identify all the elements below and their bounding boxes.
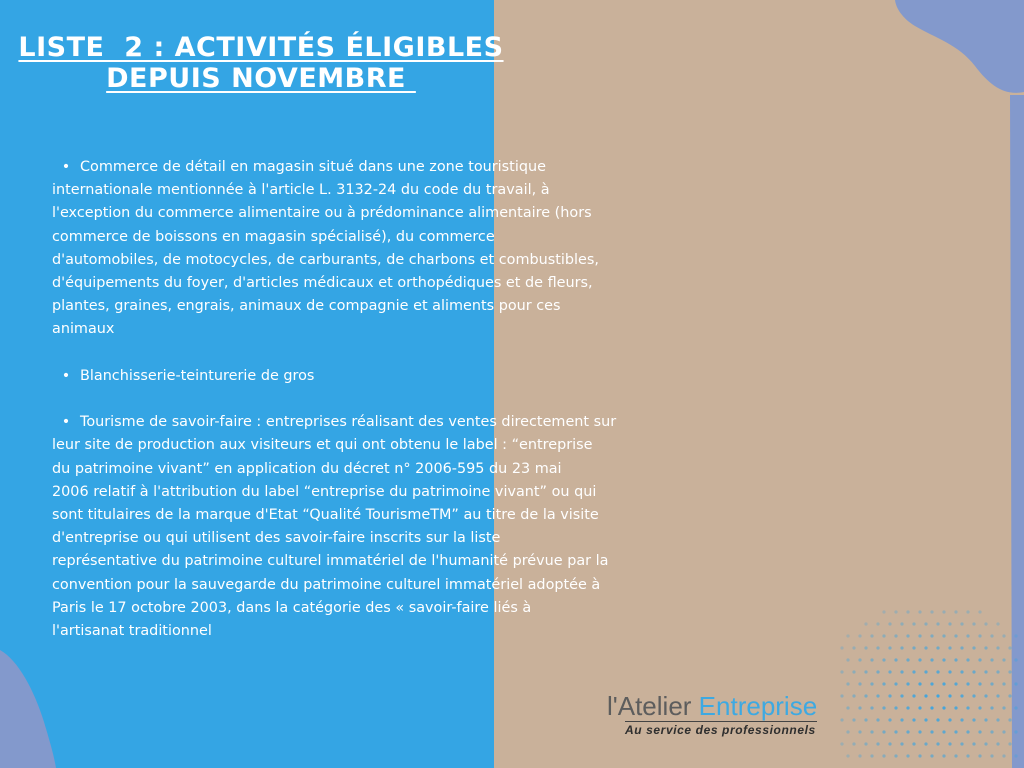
decorative-dot [846, 706, 849, 709]
decorative-dot [918, 610, 921, 613]
item-line: plantes, graines, engrais, animaux de compagnie et aliments pour ces [52, 298, 561, 315]
decorative-dot [870, 730, 873, 733]
decorative-dot [852, 646, 855, 649]
decorative-dot [978, 682, 981, 685]
decorative-dot [882, 730, 885, 733]
decorative-dot [882, 610, 885, 613]
decorative-dot [906, 754, 909, 757]
top-right-blob [895, 0, 1024, 93]
decorative-dot [894, 634, 897, 637]
decorative-dot [882, 754, 885, 757]
decorative-dot [966, 610, 969, 613]
decorative-dot [978, 754, 981, 757]
decorative-dot [966, 706, 969, 709]
decorative-dot [924, 742, 927, 745]
decorative-dot [906, 634, 909, 637]
decorative-dot [906, 658, 909, 661]
logo-name: l'Atelier Entreprise [607, 691, 818, 721]
decorative-dot [954, 706, 957, 709]
decorative-dot [918, 658, 921, 661]
decorative-dot [954, 682, 957, 685]
title-line-2: DEPUIS NOVEMBRE [106, 62, 416, 94]
dot-pattern [840, 610, 1017, 757]
decorative-dot [840, 646, 843, 649]
decorative-dot [900, 670, 903, 673]
decorative-dot [888, 646, 891, 649]
page-title [14, 33, 508, 95]
decorative-dot [996, 742, 999, 745]
decorative-dot [936, 742, 939, 745]
decorative-dot [894, 730, 897, 733]
decorative-dot [870, 754, 873, 757]
decorative-dot [852, 694, 855, 697]
decorative-dot [912, 718, 915, 721]
decorative-dot [870, 682, 873, 685]
decorative-dot [984, 646, 987, 649]
decorative-dot [1002, 754, 1005, 757]
decorative-dot [978, 706, 981, 709]
right-edge-blob [1010, 95, 1024, 768]
decorative-dot [942, 754, 945, 757]
decorative-dot [948, 670, 951, 673]
decorative-dot [948, 694, 951, 697]
decorative-dot [984, 670, 987, 673]
decorative-dot [852, 670, 855, 673]
decorative-dot [936, 670, 939, 673]
decorative-dot [876, 742, 879, 745]
decorative-dot [924, 670, 927, 673]
decorative-dot [846, 730, 849, 733]
item-line: d'automobiles, de motocycles, de carburants, de charbons et combustibles, [52, 251, 599, 268]
list-item [52, 411, 702, 643]
decorative-dot [936, 646, 939, 649]
item-line: commerce de boissons en magasin spécialisé), du commerce [52, 228, 495, 245]
decorative-dot [966, 730, 969, 733]
decorative-dot [864, 742, 867, 745]
decorative-dot [978, 634, 981, 637]
decorative-dot [876, 694, 879, 697]
item-line: • Tourisme de savoir-faire : entreprises réalisant des ventes directement sur [52, 411, 702, 434]
decorative-dot [870, 706, 873, 709]
decorative-dot [960, 742, 963, 745]
decorative-dot [954, 634, 957, 637]
decorative-dot [1002, 634, 1005, 637]
decorative-dot [1008, 694, 1011, 697]
decorative-dot [876, 622, 879, 625]
decorative-dot [900, 694, 903, 697]
logo-tagline: Au service des professionnels [625, 723, 816, 737]
decorative-dot [948, 622, 951, 625]
bullet-icon: • [61, 367, 71, 384]
decorative-dot [846, 634, 849, 637]
decorative-dot [948, 718, 951, 721]
decorative-dot [984, 742, 987, 745]
decorative-dot [1008, 742, 1011, 745]
decorative-dot [906, 610, 909, 613]
decorative-dot [990, 730, 993, 733]
decorative-dot [864, 670, 867, 673]
decorative-dot [942, 682, 945, 685]
decorative-dot [942, 658, 945, 661]
decorative-dot [1014, 706, 1017, 709]
item-line: animaux [52, 321, 115, 338]
item-line: convention pour la sauvegarde du patrimoine culturel immatériel adoptée à [52, 576, 601, 593]
decorative-dot [972, 646, 975, 649]
decorative-dot [852, 742, 855, 745]
item-line: l'artisanat traditionnel [52, 623, 212, 640]
decorative-dot [858, 634, 861, 637]
decorative-dot [930, 730, 933, 733]
decorative-dot [990, 706, 993, 709]
decorative-dot [858, 706, 861, 709]
decorative-dot [900, 646, 903, 649]
decorative-dot [888, 670, 891, 673]
decorative-dot [1014, 754, 1017, 757]
decorative-dot [996, 646, 999, 649]
decorative-dot [840, 742, 843, 745]
decorative-dot [1014, 730, 1017, 733]
decorative-dot [900, 742, 903, 745]
decorative-dot [900, 718, 903, 721]
decorative-dot [858, 682, 861, 685]
decorative-dot [978, 658, 981, 661]
decorative-dot [912, 646, 915, 649]
decorative-dot [972, 742, 975, 745]
decorative-dot [996, 622, 999, 625]
decorative-dot [846, 754, 849, 757]
item-line: 2006 relatif à l'attribution du label “entreprise du patrimoine vivant” ou qui [52, 483, 597, 500]
decorative-dot [990, 658, 993, 661]
item-line: • Blanchisserie-teinturerie de gros [52, 365, 702, 388]
decorative-dot [894, 610, 897, 613]
decorative-dot [852, 718, 855, 721]
decorative-dot [966, 658, 969, 661]
decorative-dot [930, 634, 933, 637]
decorative-dot [966, 634, 969, 637]
decorative-dot [1008, 670, 1011, 673]
decorative-dot [870, 634, 873, 637]
item-line: internationale mentionnée à l'article L. 3132-24 du code du travail, à [52, 182, 550, 199]
decorative-dot [960, 694, 963, 697]
decorative-dot [966, 754, 969, 757]
decorative-dot [930, 754, 933, 757]
bullet-icon: • [61, 159, 71, 175]
decorative-dot [912, 622, 915, 625]
decorative-dot [846, 682, 849, 685]
decorative-dot [942, 610, 945, 613]
decorative-dot [1002, 730, 1005, 733]
decorative-dot [954, 610, 957, 613]
decorative-dot [1014, 634, 1017, 637]
decorative-dot [900, 622, 903, 625]
item-line: représentative du patrimoine culturel immatériel de l'humanité prévue par la [52, 553, 609, 570]
decorative-dot [996, 670, 999, 673]
item-line: Paris le 17 octobre 2003, dans la catégorie des « savoir-faire liés à [52, 599, 532, 616]
decorative-dot [894, 754, 897, 757]
decorative-dot [864, 694, 867, 697]
decorative-dot [888, 742, 891, 745]
decorative-dot [846, 658, 849, 661]
decorative-dot [930, 658, 933, 661]
decorative-dot [930, 682, 933, 685]
decorative-dot [1008, 646, 1011, 649]
decorative-dot [942, 730, 945, 733]
decorative-dot [906, 730, 909, 733]
activity-list [52, 156, 702, 666]
decorative-dot [918, 730, 921, 733]
decorative-dot [876, 646, 879, 649]
brand-logo [607, 691, 817, 737]
item-line: du patrimoine vivant” en application du décret n° 2006-595 du 23 mai [52, 460, 562, 477]
item-line: d'entreprise ou qui utilisent des savoir-faire inscrits sur la liste [52, 530, 501, 547]
decorative-dot [840, 694, 843, 697]
decorative-dot [1014, 658, 1017, 661]
decorative-dot [954, 754, 957, 757]
decorative-dot [984, 622, 987, 625]
decorative-dot [918, 706, 921, 709]
decorative-dot [918, 754, 921, 757]
decorative-dot [882, 706, 885, 709]
decorative-dot [882, 682, 885, 685]
decorative-dot [996, 718, 999, 721]
decorative-dot [924, 622, 927, 625]
decorative-dot [864, 646, 867, 649]
decorative-dot [912, 694, 915, 697]
item-line: d'équipements du foyer, d'articles médicaux et orthopédiques et de fleurs, [52, 275, 593, 292]
decorative-dot [936, 622, 939, 625]
decorative-dot [960, 646, 963, 649]
decorative-dot [984, 694, 987, 697]
decorative-dot [876, 670, 879, 673]
decorative-dot [948, 742, 951, 745]
decorative-dot [912, 742, 915, 745]
decorative-dot [1002, 706, 1005, 709]
bullet-icon: • [61, 414, 71, 431]
title-line-1: LISTE 2 : ACTIVITÉS ÉLIGIBLES [18, 32, 504, 63]
decorative-dot [906, 682, 909, 685]
decorative-dot [894, 658, 897, 661]
decorative-dot [888, 694, 891, 697]
decorative-dot [930, 610, 933, 613]
decorative-dot [972, 694, 975, 697]
decorative-dot [960, 670, 963, 673]
decorative-dot [870, 658, 873, 661]
decorative-dot [972, 622, 975, 625]
decorative-dot [960, 718, 963, 721]
decorative-dot [936, 694, 939, 697]
decorative-dot [876, 718, 879, 721]
decorative-dot [894, 706, 897, 709]
decorative-dot [840, 718, 843, 721]
item-line: • Commerce de détail en magasin situé dans une zone touristique [52, 156, 702, 179]
decorative-dot [858, 730, 861, 733]
decorative-dot [930, 706, 933, 709]
decorative-dot [990, 634, 993, 637]
decorative-dot [942, 706, 945, 709]
decorative-dot [972, 670, 975, 673]
decorative-dot [858, 658, 861, 661]
decorative-dot [1014, 682, 1017, 685]
decorative-dot [840, 670, 843, 673]
decorative-dot [942, 634, 945, 637]
decorative-dot [978, 610, 981, 613]
decorative-dot [984, 718, 987, 721]
decorative-dot [888, 718, 891, 721]
decorative-dot [882, 634, 885, 637]
list-item [52, 156, 702, 342]
decorative-dot [858, 754, 861, 757]
decorative-dot [918, 682, 921, 685]
item-line: sont titulaires de la marque d'Etat “Qualité TourismeTM” au titre de la visite [52, 507, 599, 524]
list-item [52, 365, 702, 388]
decorative-dot [990, 754, 993, 757]
decorative-dot [966, 682, 969, 685]
decorative-dot [990, 682, 993, 685]
decorative-dot [906, 706, 909, 709]
bottom-left-blob [0, 650, 56, 768]
decorative-dot [954, 730, 957, 733]
decorative-dot [972, 718, 975, 721]
decorative-dot [948, 646, 951, 649]
decorative-dot [918, 634, 921, 637]
decorative-dot [924, 718, 927, 721]
decorative-dot [912, 670, 915, 673]
decorative-dot [936, 718, 939, 721]
decorative-dot [924, 694, 927, 697]
item-line: l'exception du commerce alimentaire ou à prédominance alimentaire (hors [52, 205, 592, 222]
decorative-dot [864, 718, 867, 721]
decorative-dot [924, 646, 927, 649]
decorative-dot [954, 658, 957, 661]
decorative-dot [960, 622, 963, 625]
decorative-dot [1002, 682, 1005, 685]
decorative-dot [978, 730, 981, 733]
decorative-dot [1002, 658, 1005, 661]
decorative-dot [996, 694, 999, 697]
decorative-dot [882, 658, 885, 661]
decorative-dot [888, 622, 891, 625]
decorative-dot [864, 622, 867, 625]
item-line: leur site de production aux visiteurs et qui ont obtenu le label : “entreprise [52, 437, 593, 454]
decorative-dot [894, 682, 897, 685]
decorative-dot [1008, 718, 1011, 721]
